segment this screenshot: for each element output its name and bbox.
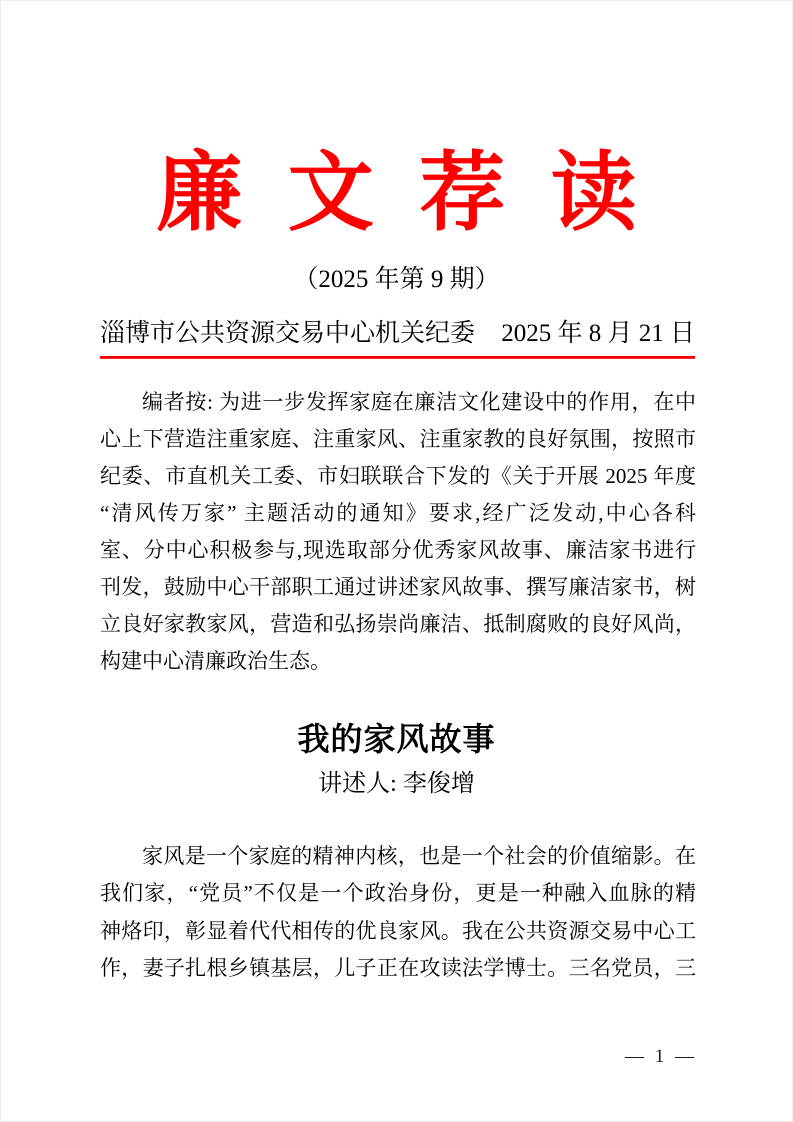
article-body-line: 我们家，“党员”不仅是一个政治身份，更是一种融入血脉的精 bbox=[100, 881, 696, 906]
article-byline: 讲述人: 李俊增 bbox=[318, 771, 475, 798]
masthead-title: 廉 文 荐 读 bbox=[156, 145, 637, 241]
page-number: — 1 — bbox=[625, 1046, 697, 1067]
header-row bbox=[100, 320, 695, 349]
article-body-line: 作，妻子扎根乡镇基层，儿子正在攻读法学博士。三名党员，三 bbox=[100, 956, 696, 981]
editor-note-line: 立良好家教家风，营造和弘扬崇尚廉洁、抵制腐败的良好风尚， bbox=[100, 612, 696, 637]
article-body bbox=[100, 838, 696, 988]
editor-note-line: 纪委、市直机关工委、市妇联联合下发的《关于开展 2025 年度 bbox=[100, 464, 696, 489]
issue-number: （2025 年第 9 期） bbox=[293, 266, 500, 293]
editor-note-line: 刊发，鼓励中心干部职工通过讲述家风故事、撰写廉洁家书，树 bbox=[100, 575, 696, 600]
editor-note-line: 室、分中心积极参与,现选取部分优秀家风故事、廉洁家书进行 bbox=[100, 538, 696, 563]
article-body-line: 家风是一个家庭的精神内核，也是一个社会的价值缩影。在 bbox=[142, 843, 696, 868]
article-title: 我的家风故事 bbox=[297, 721, 496, 758]
article-body-line: 神烙印，彰显着代代相传的优良家风。我在公共资源交易中心工 bbox=[100, 918, 696, 943]
editor-note-line: 心上下营造注重家庭、注重家风、注重家教的良好氛围，按照市 bbox=[100, 427, 696, 452]
editor-note-line: 构建中心清廉政治生态。 bbox=[100, 649, 331, 674]
issue-date: 2025 年 8 月 21 日 bbox=[501, 319, 695, 347]
editor-note bbox=[100, 384, 696, 680]
editor-note-line: 编者按: 为进一步发挥家庭在廉洁文化建设中的作用，在中 bbox=[142, 390, 696, 415]
red-divider-rule bbox=[100, 356, 695, 359]
editor-note-line: “清风传万家” 主题活动的通知》要求,经广泛发动,中心各科 bbox=[100, 501, 696, 526]
issuing-organization: 淄博市公共资源交易中心机关纪委 bbox=[100, 319, 476, 347]
